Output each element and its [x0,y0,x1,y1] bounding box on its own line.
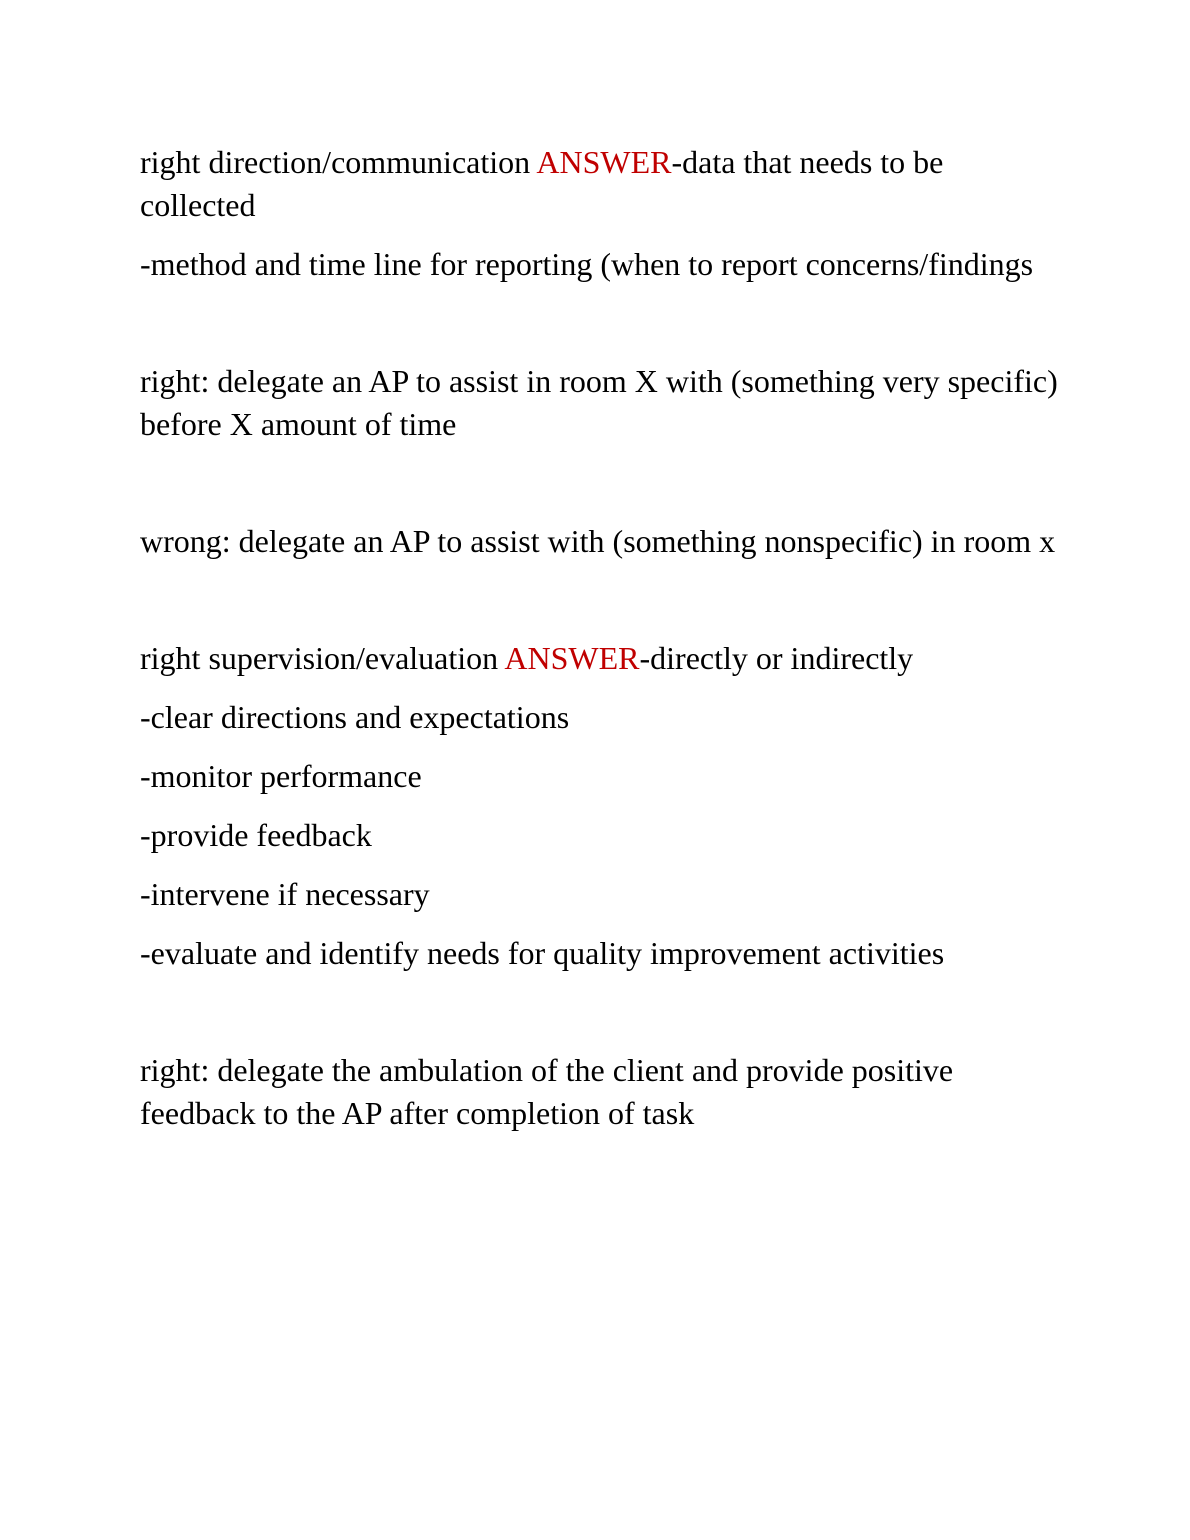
list-item: -evaluate and identify needs for quality improvement activities [140,935,945,971]
list-item: -intervene if necessary [140,876,430,912]
list-item: -provide feedback [140,817,372,853]
list-item: -monitor performance [140,758,422,794]
answer-text: -directly or indirectly [639,640,914,676]
supervision-evaluation-question [140,637,1060,680]
direction-communication-question [140,141,1060,227]
answer-text: -data that needs to be collected [140,144,944,223]
answer-label: ANSWER [536,144,672,180]
reporting-method-line: -method and time line for reporting (when to report concerns/findings [140,246,1034,282]
question-text: right supervision/evaluation [140,640,505,676]
question-text: right direction/communication [140,144,537,180]
right-example-supervision: right: delegate the ambulation of the client and provide positive feedback to the AP after completion of task [140,1052,954,1131]
wrong-example-direction: wrong: delegate an AP to assist with (something nonspecific) in room x [140,523,1056,559]
document-page [140,141,1060,1135]
list-item: -clear directions and expectations [140,699,570,735]
answer-label: ANSWER [504,640,640,676]
right-example-direction: right: delegate an AP to assist in room X with (something very specific) before X amount of time [140,363,1058,442]
